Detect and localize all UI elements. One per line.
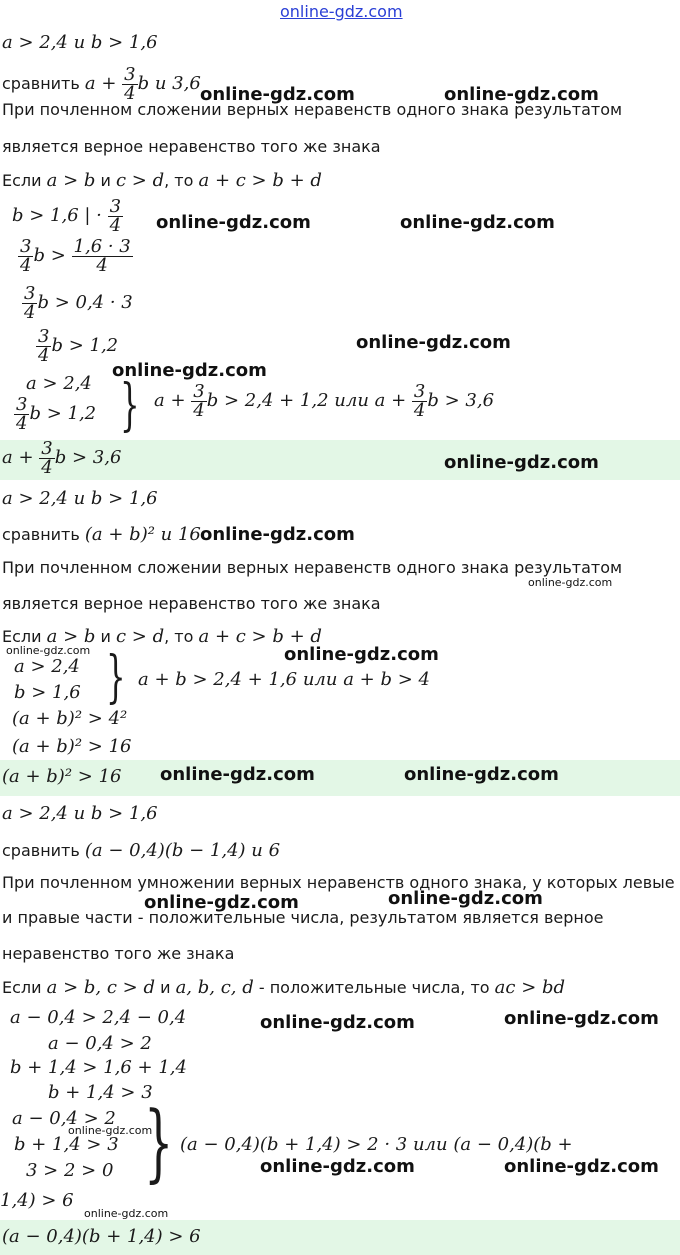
p2-step-1: (a + b)² > 4² [12, 708, 128, 729]
p1-if-statement: Если a > b и c > d, то a + c > b + d [2, 170, 322, 191]
p1-given: a > 2,4 и b > 1,6 [2, 32, 158, 53]
p1-step-3: $\frac{3}{4}$ b > 0,4 · 3 [24, 283, 133, 323]
p1-step-1: b > 1,6 | · $\frac{3}{4}$ [12, 196, 122, 236]
p2-step-2: (a + b)² > 16 [12, 736, 132, 757]
watermark: online-gdz.com [504, 1156, 659, 1177]
p3-if-statement: Если a > b, c > d и a, b, c, d - положительные числа, то ac > bd [2, 977, 566, 998]
p1-compare-rest: b и 3,6 [137, 73, 201, 94]
p2-system-line-1: a > 2,4 [14, 656, 80, 677]
watermark: online-gdz.com [444, 452, 599, 473]
p3-system-line-2: b + 1,4 > 3 [14, 1134, 119, 1155]
watermark-small: online-gdz.com [528, 576, 613, 589]
p1-rule-line-2: является верное неравенство того же знака [2, 137, 381, 156]
watermark: online-gdz.com [260, 1012, 415, 1033]
p1-step-4: $\frac{3}{4}$ b > 1,2 [38, 326, 119, 366]
watermark: online-gdz.com [112, 360, 267, 381]
watermark: online-gdz.com [388, 888, 543, 909]
watermark: online-gdz.com [356, 332, 511, 353]
p1-answer: a + $\frac{3}{4}$ b > 3,6 [2, 438, 122, 478]
p3-system-brace: } [144, 1093, 174, 1191]
p1-compare-math: a + [84, 73, 123, 94]
watermark: online-gdz.com [200, 524, 355, 545]
p1-rule-line-1: При почленном сложении верных неравенств одного знака результатом [2, 100, 623, 119]
watermark: online-gdz.com [200, 84, 355, 105]
p3-system-line-1: a − 0,4 > 2 [12, 1108, 116, 1129]
p2-given: a > 2,4 и b > 1,6 [2, 488, 158, 509]
p3-step-3: b + 1,4 > 1,6 + 1,4 [10, 1057, 187, 1078]
p3-system-result: (a − 0,4)(b + 1,4) > 2 · 3 или (a − 0,4)(b + [180, 1134, 573, 1155]
watermark: online-gdz.com [444, 84, 599, 105]
p1-system-brace: } [120, 373, 140, 438]
p3-system-line-3: 3 > 2 > 0 [26, 1160, 114, 1181]
p3-step-1: a − 0,4 > 2,4 − 0,4 [10, 1007, 187, 1028]
p2-rule-line-1: При почленном сложении верных неравенств одного знака результатом [2, 558, 623, 577]
p3-step-2: a − 0,4 > 2 [48, 1033, 152, 1054]
p1-compare-label: сравнить [2, 74, 85, 93]
p2-answer: (a + b)² > 16 [2, 766, 122, 787]
watermark: online-gdz.com [156, 212, 311, 233]
p1-system-line-1: a > 2,4 [26, 373, 92, 394]
p2-if-statement: Если a > b и c > d, то a + c > b + d [2, 626, 322, 647]
watermark-small: online-gdz.com [68, 1124, 153, 1137]
watermark: online-gdz.com [504, 1008, 659, 1029]
p2-system-line-2: b > 1,6 [14, 682, 81, 703]
watermark: online-gdz.com [400, 212, 555, 233]
p1-step-2: $\frac{3}{4}$ b > $\frac{1,6 \cdot 3}{4}$ [20, 236, 131, 276]
p3-given: a > 2,4 и b > 1,6 [2, 803, 158, 824]
p2-system-result: a + b > 2,4 + 1,6 или a + b > 4 [138, 669, 430, 690]
p3-rule-line-3: неравенство того же знака [2, 944, 235, 963]
source-link[interactable]: online-gdz.com [280, 2, 403, 21]
watermark-small: online-gdz.com [6, 644, 91, 657]
p2-system-brace: } [106, 645, 126, 710]
p3-step-4: b + 1,4 > 3 [48, 1082, 153, 1103]
p2-rule-line-2: является верное неравенство того же знака [2, 594, 381, 613]
p1-compare [2, 66, 201, 103]
watermark: online-gdz.com [160, 764, 315, 785]
p3-rule-line-2: и правые части - положительные числа, результатом является верное [2, 908, 604, 927]
watermark: online-gdz.com [404, 764, 559, 785]
p3-answer: (a − 0,4)(b + 1,4) > 6 [2, 1226, 201, 1247]
watermark: online-gdz.com [260, 1156, 415, 1177]
watermark: online-gdz.com [144, 892, 299, 913]
p3-rule-line-1: При почленном умножении верных неравенств одного знака, у которых левые [2, 873, 675, 892]
p1-system-result: a + $\frac{3}{4}$ b > 2,4 + 1,2 или a + $\frac{3}{4}$ b > 3,6 [154, 381, 495, 421]
p1-compare-frac: $\frac{3}{4}$ [124, 64, 136, 104]
watermark: online-gdz.com [284, 644, 439, 665]
p3-result-wrap: 1,4) > 6 [0, 1190, 74, 1211]
p3-compare: сравнить (a − 0,4)(b − 1,4) и 6 [2, 840, 281, 861]
watermark-small: online-gdz.com [84, 1207, 169, 1220]
p2-compare: сравнить (a + b)² и 16 [2, 524, 201, 545]
p1-system-line-2: $\frac{3}{4}$ b > 1,2 [16, 394, 97, 434]
